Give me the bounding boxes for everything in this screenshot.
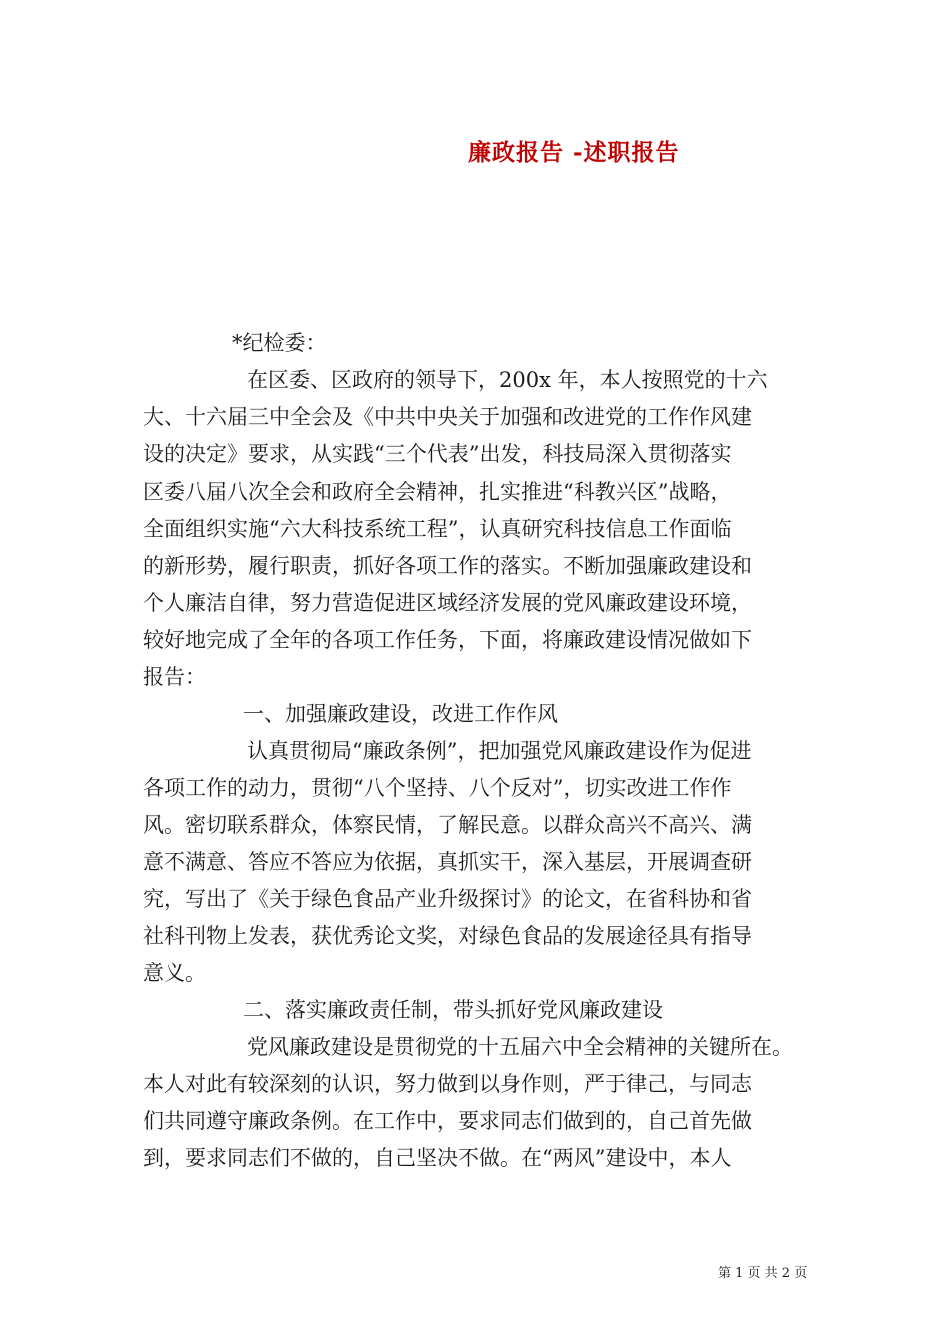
paragraph-line: 风。密切联系群众，体察民情，了解民意。以群众高兴不高兴、满 — [143, 813, 752, 837]
paragraph-line: 意义。 — [143, 961, 206, 985]
paragraph-line: 意不满意、答应不答应为依据，真抓实干，深入基层，开展调查研 — [143, 850, 752, 874]
paragraph-line: 社科刊物上发表，获优秀论文奖，对绿色食品的发展途径具有指导 — [143, 924, 752, 948]
document-title: 廉政报告 -述职报告 — [468, 139, 680, 166]
paragraph-line: 设的决定》要求，从实践“三个代表”出发，科技局深入贯彻落实 — [143, 442, 732, 466]
paragraph-line: 报告： — [143, 665, 206, 689]
section-heading: 二、落实廉政责任制，带头抓好党风廉政建设 — [243, 998, 663, 1022]
paragraph-line: 个人廉洁自律，努力营造促进区域经济发展的党风廉政建设环境， — [143, 591, 752, 615]
paragraph-line: 到，要求同志们不做的，自己坚决不做。在“两风”建设中，本人 — [143, 1146, 732, 1170]
salutation: *纪检委： — [232, 331, 327, 355]
paragraph-line: 在区委、区政府的领导下，200x 年，本人按照党的十六 — [247, 368, 768, 392]
paragraph-line: 党风廉政建设是贯彻党的十五届六中全会精神的关键所在。 — [247, 1035, 793, 1059]
paragraph-line: 认真贯彻局“廉政条例”，把加强党风廉政建设作为促进 — [247, 739, 752, 763]
paragraph-line: 们共同遵守廉政条例。在工作中，要求同志们做到的，自己首先做 — [143, 1109, 752, 1133]
paragraph-line: 本人对此有较深刻的认识，努力做到以身作则，严于律己，与同志 — [143, 1072, 752, 1096]
section-heading: 一、加强廉政建设，改进工作作风 — [243, 702, 558, 726]
paragraph-line: 较好地完成了全年的各项工作任务，下面，将廉政建设情况做如下 — [143, 628, 752, 652]
paragraph-line: 大、十六届三中全会及《中共中央关于加强和改进党的工作作风建 — [143, 405, 752, 429]
paragraph-line: 各项工作的动力，贯彻“八个坚持、八个反对”，切实改进工作作 — [143, 776, 732, 800]
paragraph-line: 区委八届八次全会和政府全会精神，扎实推进“科教兴区”战略， — [143, 480, 732, 504]
paragraph-line: 全面组织实施“六大科技系统工程”，认真研究科技信息工作面临 — [143, 517, 732, 541]
page-number-footer: 第 1 页 共 2 页 — [718, 1266, 808, 1281]
paragraph-line: 的新形势，履行职责，抓好各项工作的落实。不断加强廉政建设和 — [143, 554, 752, 578]
paragraph-line: 究，写出了《关于绿色食品产业升级探讨》的论文，在省科协和省 — [143, 887, 752, 911]
